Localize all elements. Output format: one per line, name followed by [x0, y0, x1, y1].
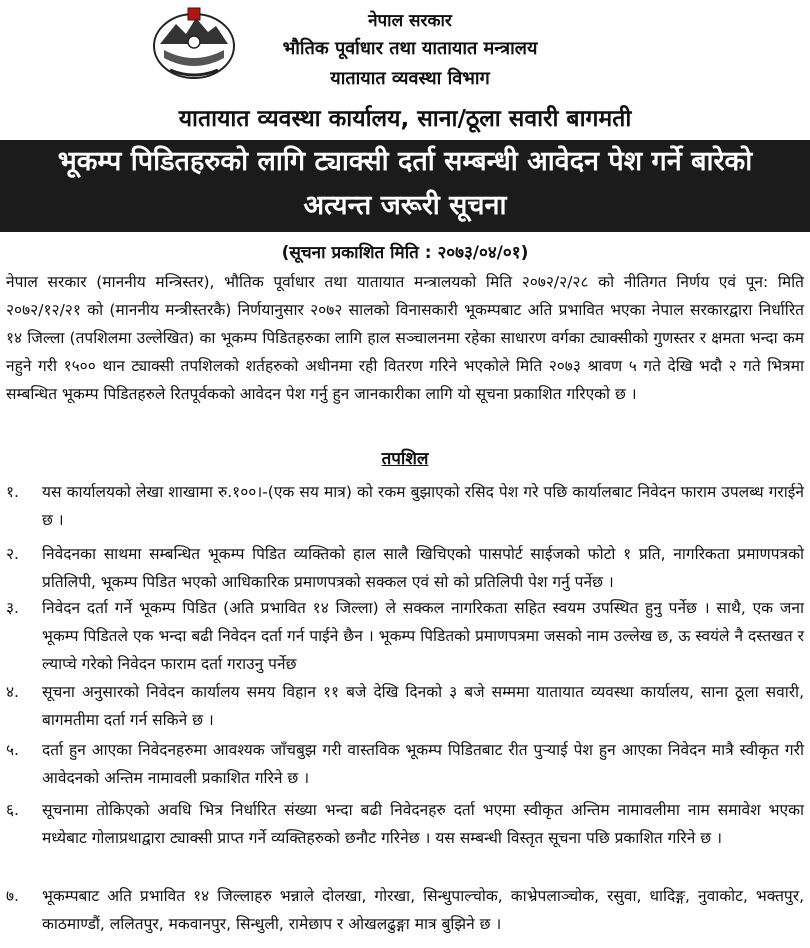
department-name: यातायात व्यवस्था विभाग: [330, 68, 490, 89]
details-heading: तपशिल: [381, 449, 429, 469]
item-number: ३.: [6, 599, 19, 617]
publication-date: (सूचना प्रकाशित मिति : २०७३/०४/०१): [281, 243, 529, 263]
item-text: सूचना अनुसारको निवेदन कार्यालय समय विहान ११ बजे देखि दिनको ३ बजे सम्ममा यातायात व्यवस्था कार्यालय, साना ठूला सवारी, बागमतीमा दर्ता गर्न सकिने छ ।: [42, 683, 804, 729]
item-number: ५.: [6, 741, 19, 759]
item-text: सूचनामा तोकिएको अवधि भित्र निर्धारित संख्या भन्दा बढी निवेदनहरु दर्ता भएमा स्वीकृत अन्तिम नामावलीमा नाम समावेश भएका मध्येबाट गोलाप्रथाद्वारा ट्याक्सी प्राप्त गर्ने व्यक्तिहरुको छनौट गरिनेछ । यस सम्बन्धी विस्तृत सूचना पछि प्रकाशित गरिने छ ।: [42, 801, 804, 847]
notice-title-line-2: अत्यन्त जरूरी सूचना: [303, 190, 507, 221]
office-name: यातायात व्यवस्था कार्यालय, साना/ठूला सवारी बागमती: [178, 106, 632, 132]
government-name: नेपाल सरकार: [368, 11, 452, 31]
ministry-name: भौतिक पूर्वाधार तथा यातायात मन्त्रालय: [282, 38, 538, 59]
item-text: निवेदन दर्ता गर्ने भूकम्प पिडित (अति प्रभावित १४ जिल्ला) ले सक्कल नागरिकता सहित स्वयम उपस्थित हुनु पर्नेछ । साथै, एक जना भूकम्प पिडितले एक भन्दा बढी निवेदन दर्ता गर्न पाईने छैन । भूकम्प पिडितको प्रमाणपत्रमा जसको नाम उल्लेख छ, ऊ स्वयंले नै दस्तखत र ल्याप्चे गरेको निवेदन फाराम दर्ता गराउनु पर्नेछ: [42, 599, 804, 673]
item-number: ७.: [6, 887, 19, 905]
item-number: २.: [6, 545, 19, 563]
notice-title-banner: [0, 140, 810, 232]
item-text: निवेदनका साथमा सम्बन्धित भूकम्प पिडित व्यक्तिको हाल सालै खिचिएको पासपोर्ट साईजको फोटो १ प्रति, नागरिकता प्रमाणपत्रको प्रतिलिपी, भूकम्प पिडित भएको आधिकारिक प्रमाणपत्रको सक्कल एवं सो को प्रतिलिपी पेश गर्नु पर्नेछ ।: [42, 545, 804, 591]
item-text: भूकम्पबाट अति प्रभावित १४ जिल्लाहरु भन्नाले दोलखा, गोरखा, सिन्धुपाल्चोक, काभ्रेपलाञ्चोक, रसुवा, धादिङ्ग, नुवाकोट, भक्तपुर, काठमाण्डौं, ललितपुर, मकवानपुर, सिन्धुली, रामेछाप र ओखलढुङ्गा मात्र बुझिने छ ।: [42, 887, 804, 933]
item-number: १.: [6, 483, 19, 501]
item-number: ४.: [6, 683, 19, 701]
item-number: ६.: [6, 801, 19, 819]
item-text: यस कार्यालयको लेखा शाखामा रु.१००।-(एक सय मात्र) को रकम बुझाएको रसिद पेश गरे पछि कार्यालबाट निवेदन फाराम उपलब्ध गराईने छ ।: [42, 483, 804, 529]
item-text: दर्ता हुन आएका निवेदनहरुमा आवश्यक जाँचबुझ गरी वास्तविक भूकम्प पिडितबाट रीत पुर्‍याई पेश हुन आएका निवेदन मात्रै स्वीकृत गरी आवेदनको अन्तिम नामावली प्रकाशित गरिने छ ।: [42, 741, 804, 787]
intro-paragraph: नेपाल सरकार (माननीय मन्त्रिस्तर), भौतिक पूर्वाधार तथा यातायात मन्त्रालयको मिति २०७२/२/२८ को नीतिगत निर्णय एवं पून: मिति २०७२/१२/२१ को (माननीय मन्त्रीस्तरकै) निर्णयानुसार २०७२ सालको विनासकारी भूकम्पबाट अति प्रभावित भएका नेपाल सरकारद्वारा निर्धारित १४ जिल्ला (तपशिलमा उल्लेखित) का भूकम्प पिडितहरुका लागि हाल सञ्चालनमा रहेका साधारण वर्गका ट्याक्सीको गुणस्तर र क्षमता भन्दा कम नहुने गरी १५०० थान ट्याक्सी तपशिलको शर्तहरुको अधीनमा रही वितरण गरिने भएकोले मिति २०७३ श्रावण ५ गते देखि भदौ २ गते भित्रमा सम्बन्धित भूकम्प पिडितहरुले रितपूर्वकको आवेदन पेश गर्नु हुन जानकारीका लागि यो सूचना प्रकाशित गरिएको छ ।: [6, 273, 804, 403]
notice-title-line-1: भूकम्प पिडितहरुको लागि ट्याक्सी दर्ता सम्बन्धी आवेदन पेश गर्ने बारेको: [57, 146, 753, 177]
